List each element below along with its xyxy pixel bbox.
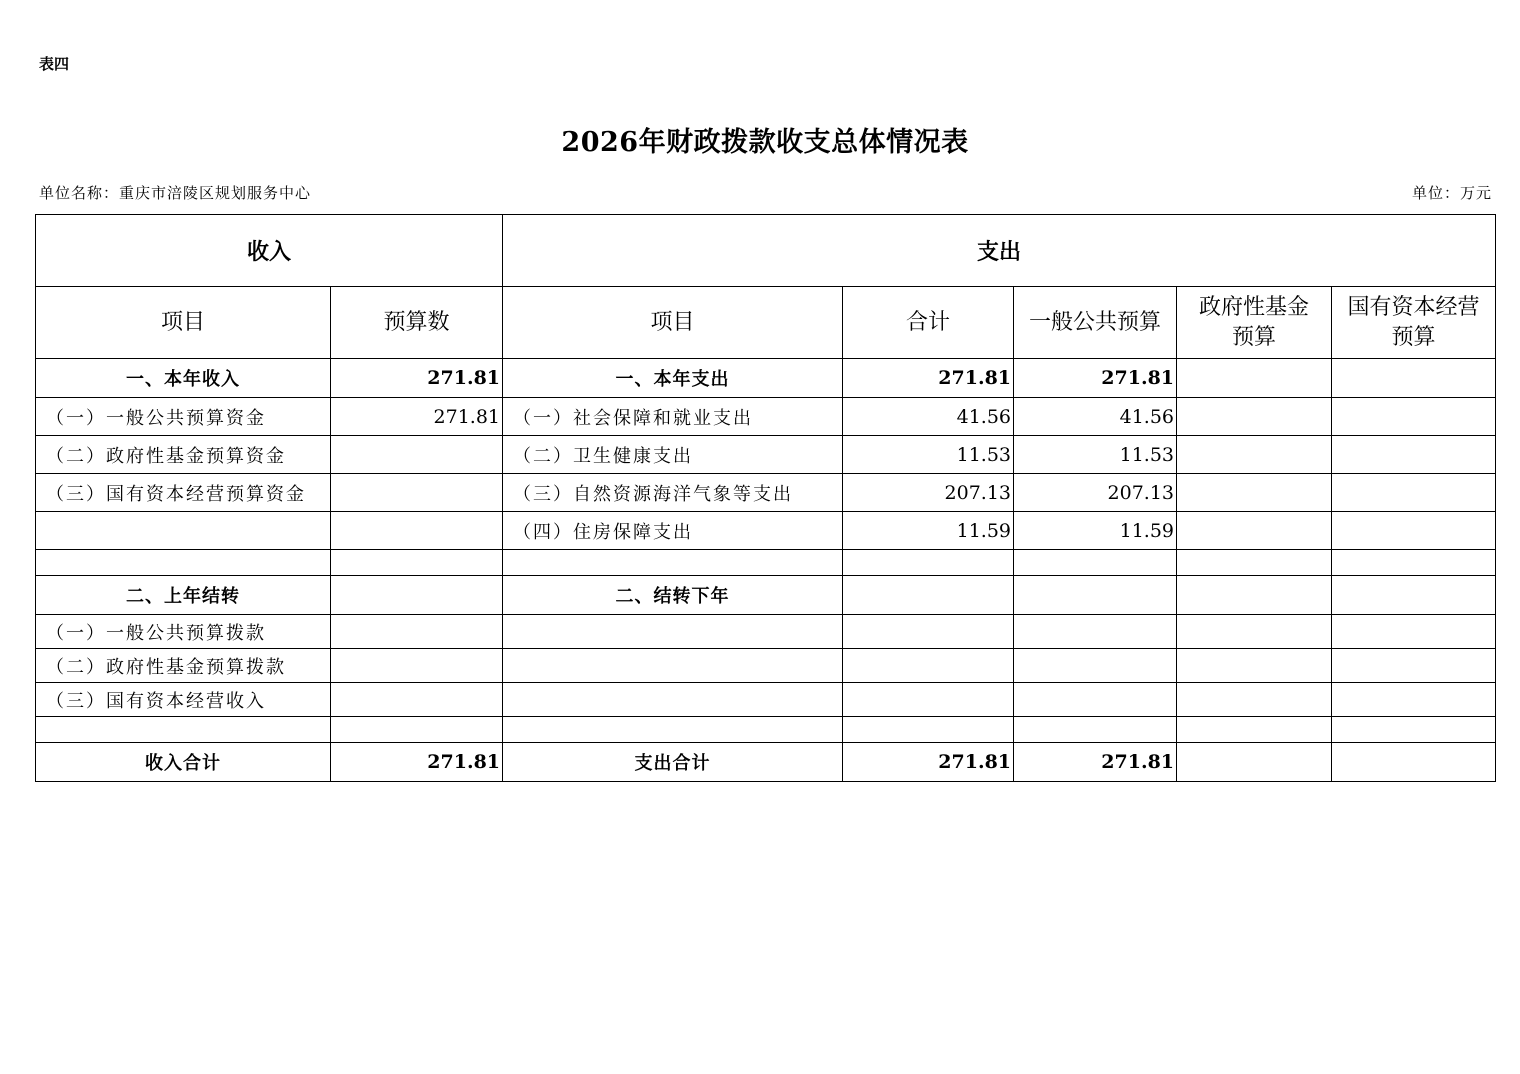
expense-fund [1177, 683, 1332, 717]
expense-total [843, 717, 1014, 743]
expense-total: 271.81 [843, 743, 1014, 782]
income-value [331, 436, 503, 474]
expense-fund [1177, 649, 1332, 683]
income-total-label: 收入合计 [36, 743, 331, 782]
expense-total: 11.59 [843, 512, 1014, 550]
expense-fund [1177, 359, 1332, 398]
expense-general: 271.81 [1014, 743, 1177, 782]
expense-item: （二）卫生健康支出 [503, 436, 843, 474]
expense-capital [1332, 474, 1496, 512]
income-value [331, 512, 503, 550]
table-row [36, 717, 1496, 743]
expense-total [843, 576, 1014, 615]
expense-fund [1177, 743, 1332, 782]
expense-item [503, 615, 843, 649]
income-value [331, 550, 503, 576]
table-row [36, 359, 1496, 398]
expense-fund [1177, 717, 1332, 743]
expense-total [843, 649, 1014, 683]
header-expense-item: 项目 [503, 287, 843, 359]
income-item [36, 512, 331, 550]
expense-fund [1177, 550, 1332, 576]
table-row [36, 683, 1496, 717]
expense-item [503, 683, 843, 717]
expense-general [1014, 683, 1177, 717]
expense-item: 二、结转下年 [503, 576, 843, 615]
expense-general: 41.56 [1014, 398, 1177, 436]
income-value: 271.81 [331, 398, 503, 436]
expense-total: 41.56 [843, 398, 1014, 436]
income-item [36, 717, 331, 743]
income-total-value: 271.81 [331, 743, 503, 782]
header-gov-fund [1177, 287, 1332, 359]
expense-item [503, 717, 843, 743]
income-item: （三）国有资本经营预算资金 [36, 474, 331, 512]
income-item: （一）一般公共预算资金 [36, 398, 331, 436]
header-income: 收入 [36, 215, 503, 287]
header-gov-fund-line1: 政府性基金 [1199, 294, 1310, 320]
expense-general: 271.81 [1014, 359, 1177, 398]
table-row [36, 576, 1496, 615]
expense-capital [1332, 436, 1496, 474]
expense-capital [1332, 398, 1496, 436]
expense-total: 207.13 [843, 474, 1014, 512]
income-value [331, 649, 503, 683]
expense-item: 一、本年支出 [503, 359, 843, 398]
expense-general [1014, 615, 1177, 649]
header-general-public: 一般公共预算 [1014, 287, 1177, 359]
header-expense: 支出 [503, 215, 1496, 287]
header-state-capital-line2: 预算 [1391, 324, 1436, 350]
income-value [331, 474, 503, 512]
income-item [36, 550, 331, 576]
income-item: （一）一般公共预算拨款 [36, 615, 331, 649]
expense-total [843, 683, 1014, 717]
expense-general: 207.13 [1014, 474, 1177, 512]
expense-fund [1177, 512, 1332, 550]
expense-general [1014, 576, 1177, 615]
header-income-budget: 预算数 [331, 287, 503, 359]
header-total: 合计 [843, 287, 1014, 359]
expense-item: （一）社会保障和就业支出 [503, 398, 843, 436]
header-row-columns [36, 287, 1496, 359]
expense-capital [1332, 615, 1496, 649]
expense-capital [1332, 359, 1496, 398]
table-row [36, 550, 1496, 576]
income-value: 271.81 [331, 359, 503, 398]
expense-fund [1177, 436, 1332, 474]
table-row [36, 436, 1496, 474]
expense-total: 11.53 [843, 436, 1014, 474]
income-value [331, 615, 503, 649]
income-item: （二）政府性基金预算拨款 [36, 649, 331, 683]
expense-general: 11.53 [1014, 436, 1177, 474]
expense-total: 271.81 [843, 359, 1014, 398]
table-row [36, 649, 1496, 683]
budget-table [35, 214, 1496, 782]
table-row [36, 615, 1496, 649]
expense-capital [1332, 649, 1496, 683]
unit-name: 单位名称：重庆市涪陵区规划服务中心 [39, 184, 312, 202]
expense-general [1014, 550, 1177, 576]
income-item: 二、上年结转 [36, 576, 331, 615]
income-value [331, 717, 503, 743]
header-state-capital [1332, 287, 1496, 359]
expense-item: （三）自然资源海洋气象等支出 [503, 474, 843, 512]
expense-general [1014, 717, 1177, 743]
expense-total [843, 550, 1014, 576]
header-row-groups [36, 215, 1496, 287]
sheet-label: 表四 [39, 55, 70, 73]
expense-fund [1177, 576, 1332, 615]
income-value [331, 576, 503, 615]
income-item: 一、本年收入 [36, 359, 331, 398]
unit-money: 单位：万元 [1411, 184, 1492, 202]
expense-general [1014, 649, 1177, 683]
expense-capital [1332, 683, 1496, 717]
table-row [36, 512, 1496, 550]
income-value [331, 683, 503, 717]
expense-item [503, 550, 843, 576]
expense-fund [1177, 398, 1332, 436]
expense-total [843, 615, 1014, 649]
table-row [36, 474, 1496, 512]
income-item: （三）国有资本经营收入 [36, 683, 331, 717]
header-gov-fund-line2: 预算 [1232, 324, 1277, 350]
expense-item [503, 649, 843, 683]
expense-capital [1332, 550, 1496, 576]
header-state-capital-line1: 国有资本经营 [1347, 294, 1480, 320]
expense-capital [1332, 717, 1496, 743]
table-row [36, 398, 1496, 436]
page-title: 2026年财政拨款收支总体情况表 [561, 127, 969, 158]
expense-capital [1332, 512, 1496, 550]
table-row-total [36, 743, 1496, 782]
expense-total-label: 支出合计 [503, 743, 843, 782]
expense-fund [1177, 615, 1332, 649]
expense-capital [1332, 576, 1496, 615]
expense-general: 11.59 [1014, 512, 1177, 550]
expense-item: （四）住房保障支出 [503, 512, 843, 550]
expense-capital [1332, 743, 1496, 782]
income-item: （二）政府性基金预算资金 [36, 436, 331, 474]
expense-fund [1177, 474, 1332, 512]
header-income-item: 项目 [36, 287, 331, 359]
